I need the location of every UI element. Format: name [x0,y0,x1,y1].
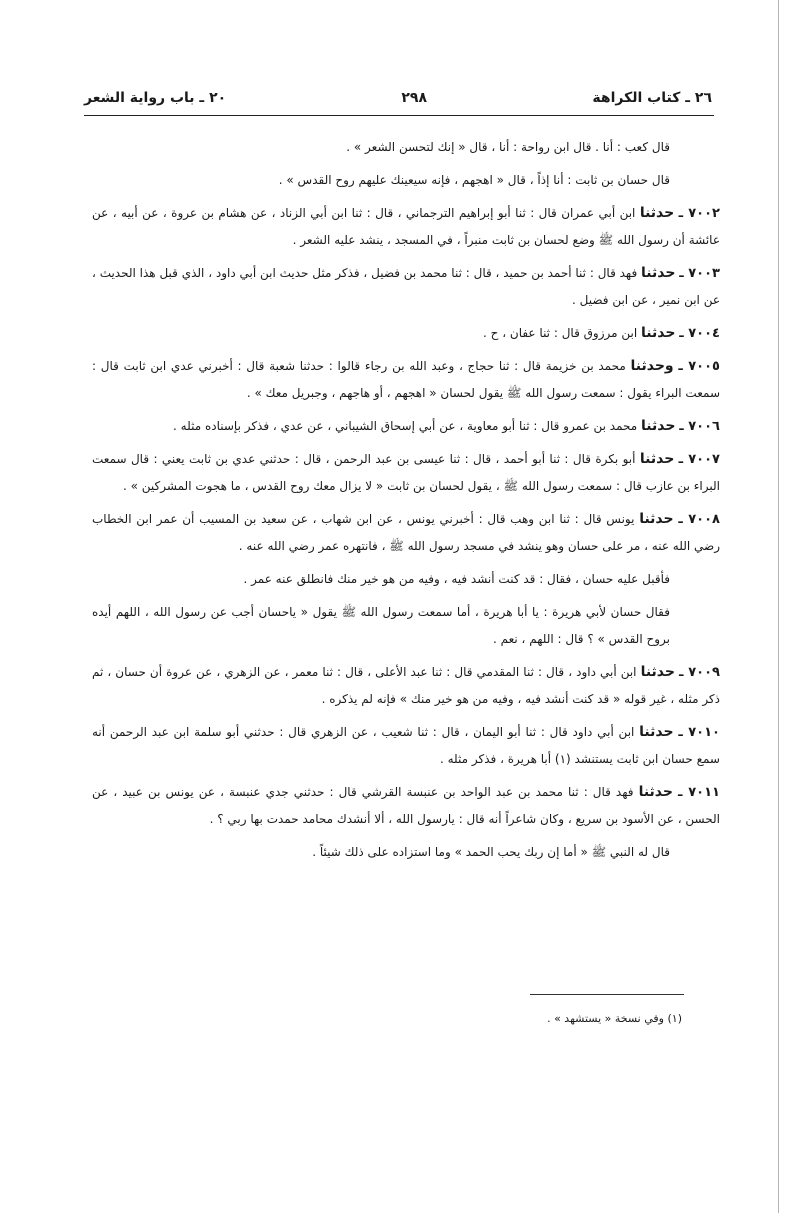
text-paragraph [92,200,720,254]
text-paragraph [92,446,720,500]
text-paragraph [92,353,720,407]
haddatha-word: حدثنا [641,418,676,434]
text-paragraph [92,167,720,194]
hadith-number: ٧٠٠٩ ـ [679,665,720,680]
paragraph-text: محمد بن عمرو قال : ثنا أبو معاوية ، عن أبي إسحاق الشيباني ، عن عدي ، فذكر بإسناده مثله . [173,419,638,433]
paragraph-text: قال كعب : أنا . قال ابن رواحة : أنا ، قال « إنك لتحسن الشعر » . [346,140,670,154]
haddatha-word: حدثنا [640,664,675,680]
paragraph-text: يونس قال : ثنا ابن وهب قال : أخبرني يونس ، عن ابن شهاب ، عن سعيد بن المسيب أن عمر ابن الخطاب رضي الله عنه ، مر على حسان وهو ينشد في مسجد رسول الله ﷺ ، فانتهره عمر رضي الله عنه . [92,512,720,553]
haddatha-word: حدثنا [639,724,674,740]
haddatha-word: حدثنا [639,451,675,467]
hadith-number: ٧٠١١ ـ [678,785,720,800]
hadith-number: ٧٠١٠ ـ [678,725,720,740]
hadith-number: ٧٠٠٦ ـ [679,419,720,434]
haddatha-word: حدثنا [641,265,676,281]
text-paragraph [92,659,720,713]
header-section-title: ٢٠ ـ باب رواية الشعر [84,90,227,106]
hadith-number: ٧٠٠٧ ـ [678,452,720,467]
paragraph-text: فأقبل عليه حسان ، فقال : قد كنت أنشد فيه ، وفيه من هو خير منك فانطلق عنه عمر . [243,572,670,586]
text-paragraph [92,839,720,866]
paragraph-text: أبو بكرة قال : ثنا أبو أحمد ، قال : ثنا عيسى بن عبد الرحمن ، قال : حدثني عدي بن ثابت يعني : قال سمعت البراء بن عازب قال : سمعت رسول الله ﷺ ، يقول لحسان بن ثابت « لا يزال معك روح القدس ، ما هجوت المشركين » . [92,452,720,493]
hadith-number: ٧٠٠٤ ـ [679,326,720,341]
text-paragraph [92,134,720,161]
text-paragraph [92,260,720,314]
text-paragraph [92,566,720,593]
paragraph-text: قال حسان بن ثابت : أنا إذاً ، قال « اهجهم ، فإنه سيعينك عليهم روح القدس » . [278,173,670,187]
paragraph-text: فهد قال : ثنا محمد بن عبد الواحد بن عنبسة القرشي قال : حدثني جدي عنبسة ، عن يونس بن عبيد ، عن الحسن ، عن الأسود بن سريع ، وكان شاعراً أنه قال : يارسول الله ، ألا أنشدك محامد حمدت بها ربي ؟ . [92,785,720,826]
page-edge-line [778,0,779,1213]
running-header [84,86,712,116]
paragraph-text: ابن أبي داود قال : ثنا أبو اليمان ، قال : ثنا شعيب ، عن الزهري قال : حدثني أبو سلمة ابن عبد الرحمن أنه سمع حسان ابن ثابت يستنشد (١) أبا هريرة ، فذكر مثله . [92,725,720,766]
paragraph-text: ابن أبي داود ، قال : ثنا المقدمي قال : ثنا عبد الأعلى ، قال : ثنا معمر ، عن الزهري ، عن عروة أن حسان ، ثم ذكر مثله ، غير قوله « قد كنت أنشد فيه ، وفيه من هو خير منك » فإنه لم يذكره . [92,665,720,706]
hadith-number: ٧٠٠٣ ـ [679,266,720,281]
haddatha-word: حدثنا [638,784,673,800]
paragraph-text: فهد قال : ثنا أحمد بن حميد ، قال : ثنا محمد بن فضيل ، فذكر مثل حديث ابن أبي داود ، الذي قبل هذا الحديث ، عن ابن نمير ، عن ابن فضيل . [92,266,720,307]
haddatha-word: حدثنا [639,511,674,527]
page-number: ٢٩٨ [401,90,427,106]
paragraph-text: فقال حسان لأبي هريرة : يا أبا هريرة ، أما سمعت رسول الله ﷺ يقول « ياحسان أجب عن رسول الله ، اللهم أيده بروح القدس » ؟ قال : اللهم ، نعم . [92,605,670,646]
paragraph-text: محمد بن خزيمة قال : ثنا حجاج ، وعبد الله بن رجاء قالوا : حدثنا شعبة قال : أخبرني عدي ابن ثابت قال : سمعت البراء يقول : سمعت رسول الله ﷺ يقول لحسان « اهجهم ، أو هاجهم ، وجبريل معك » . [92,359,720,400]
haddatha-word: حدثنا [641,325,676,341]
header-rule [84,115,714,116]
text-paragraph [92,719,720,773]
haddatha-word: حدثنا [639,205,675,221]
haddatha-word: وحدثنا [630,358,674,374]
text-paragraph [92,320,720,347]
hadith-number: ٧٠٠٨ ـ [678,512,720,527]
footnote-rule [530,994,684,995]
text-paragraph [92,413,720,440]
text-paragraph [92,599,720,653]
hadith-number: ٧٠٠٥ ـ [678,359,720,374]
paragraph-text: ابن مرزوق قال : ثنا عفان ، ح . [483,326,638,340]
header-chapter-title: ٢٦ ـ كتاب الكراهة [592,90,712,106]
paragraph-text: ابن أبي عمران قال : ثنا أبو إبراهيم الترجماني ، قال : ثنا ابن أبي الزناد ، عن هشام بن عروة ، عن أبيه ، عن عائشة أن رسول الله ﷺ وضع لحسان بن ثابت منبراً ، في المسجد ، ينشد عليه الشعر . [92,206,720,247]
hadith-number: ٧٠٠٢ ـ [678,206,720,221]
main-text [92,134,720,872]
text-paragraph [92,779,720,833]
footnote: (١) وفي نسخة « يستشهد » . [547,1012,682,1025]
text-paragraph [92,506,720,560]
paragraph-text: قال له النبي ﷺ « أما إن ربك يحب الحمد » وما استزاده على ذلك شيئاً . [312,845,670,859]
